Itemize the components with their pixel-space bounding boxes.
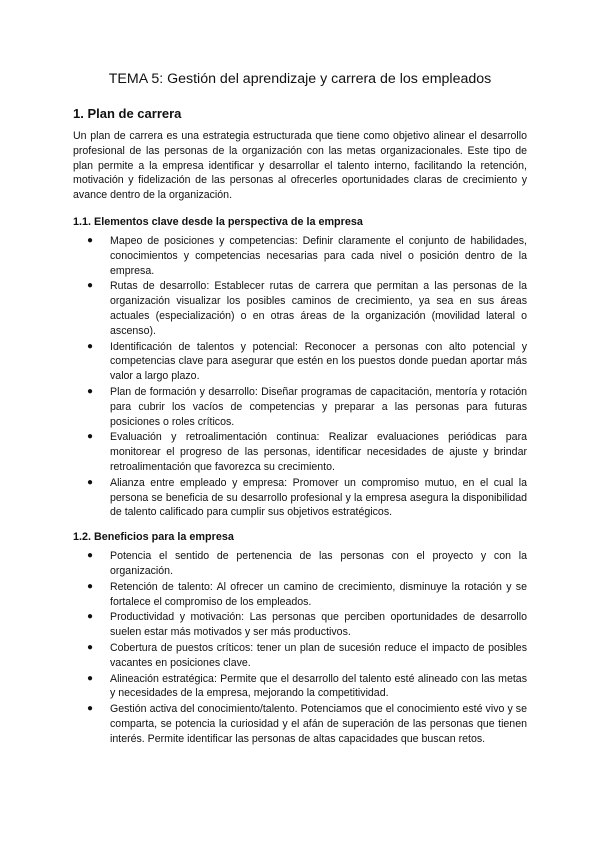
- bullet-icon: ●: [87, 550, 94, 562]
- section-heading-plan-de-carrera: 1. Plan de carrera: [73, 106, 182, 121]
- list-item: [73, 610, 527, 640]
- list-item-text: Potencia el sentido de pertenencia de las personas con el proyecto y con la organización.: [110, 550, 527, 577]
- list-item: [73, 641, 527, 671]
- list-item: [73, 234, 527, 278]
- bullet-icon: ●: [87, 672, 94, 684]
- list-item-text: Identificación de talentos y potencial: Reconocer a personas con alto potencial y competencias clave para asegurar que estén en los puestos donde puedan aportar más valor a largo plazo.: [110, 340, 527, 383]
- document-title: TEMA 5: Gestión del aprendizaje y carrera de los empleados: [108, 71, 492, 87]
- list-item-text: Alianza entre empleado y empresa: Promover un compromiso mutuo, en el cual la persona se beneficia de su desarrollo profesional y la empresa asegura la disponibilidad de talento calificado para cumplir sus objetivos estratégicos.: [110, 476, 527, 519]
- subsection-heading-elementos-clave: 1.1. Elementos clave desde la perspectiva de la empresa: [73, 215, 363, 228]
- list-item-text: Rutas de desarrollo: Establecer rutas de carrera que permitan a las personas de la organización visualizar los posibles caminos de crecimiento, ya sea en sus áreas actuales (especialización) o en otras áreas de la organización (movilidad lateral o ascenso).: [110, 280, 527, 337]
- list-item-text: Gestión activa del conocimiento/talento. Potenciamos que el conocimiento esté vivo y se comparta, se potencia la curiosidad y el afán de superación de las personas que tienen interés. Permite identificar las personas de altas capacidades que buscan retos.: [110, 703, 527, 745]
- bullet-icon: ●: [87, 340, 94, 352]
- bullet-icon: ●: [87, 580, 94, 592]
- list-item-text: Productividad y motivación: Las personas que perciben oportunidades de desarrollo suelen estar más motivados y ser más productivos.: [110, 611, 527, 639]
- bullet-icon: ●: [87, 234, 94, 246]
- list-item-text: Retención de talento: Al ofrecer un camino de crecimiento, disminuye la rotación y se fortalece el compromiso de los empleados.: [110, 580, 527, 608]
- bullet-icon: ●: [87, 280, 94, 292]
- list-item: [73, 702, 527, 746]
- list-item-text: Evaluación y retroalimentación continua: Realizar evaluaciones periódicas para monitorear el progreso de las personas, identificar necesidades de ajuste y brindar retroalimentación que favorezca su crecimiento.: [110, 431, 527, 473]
- list-item: [73, 476, 527, 520]
- subsection-heading-beneficios: 1.2. Beneficios para la empresa: [73, 531, 234, 544]
- list-item: [73, 549, 527, 579]
- list-item-text: Cobertura de puestos críticos: tener un plan de sucesión reduce el impacto de posibles vacantes en posiciones clave.: [110, 641, 527, 669]
- bullet-icon: ●: [87, 611, 94, 623]
- list-item-text: Mapeo de posiciones y competencias: Definir claramente el conjunto de habilidades, conocimientos y competencias necesarias para cada nivel o posición dentro de la empresa.: [110, 234, 527, 277]
- list-item: [73, 580, 527, 610]
- list-item-text: Alineación estratégica: Permite que el desarrollo del talento esté alineado con las metas y necesidades de la empresa, mejorando la competitividad.: [110, 672, 527, 700]
- section-intro-paragraph: Un plan de carrera es una estrategia estructurada que tiene como objetivo alinear el desarrollo profesional de las personas de la organización con las metas organizacionales. Este tipo de plan permite a la empresa identificar y desarrollar el talento interno, facilitando la retención, motivación y fidelización de las personas al ofrecerles oportunidades claras de crecimiento y avance dentro de la organización.: [73, 130, 527, 202]
- elementos-clave-list: [73, 234, 527, 520]
- list-item: [73, 672, 527, 702]
- bullet-icon: ●: [87, 385, 94, 397]
- list-item: [73, 430, 527, 474]
- list-item: [73, 279, 527, 338]
- bullet-icon: ●: [87, 476, 94, 488]
- list-item-text: Plan de formación y desarrollo: Diseñar programas de capacitación, mentoría y rotación para cubrir los vacíos de competencias y preparar a las personas para futuras posiciones o roles críticos.: [110, 385, 527, 428]
- list-item: [73, 385, 527, 429]
- bullet-icon: ●: [87, 703, 94, 715]
- bullet-icon: ●: [87, 641, 94, 653]
- list-item: [73, 340, 527, 384]
- beneficios-list: [73, 549, 527, 746]
- bullet-icon: ●: [87, 431, 94, 443]
